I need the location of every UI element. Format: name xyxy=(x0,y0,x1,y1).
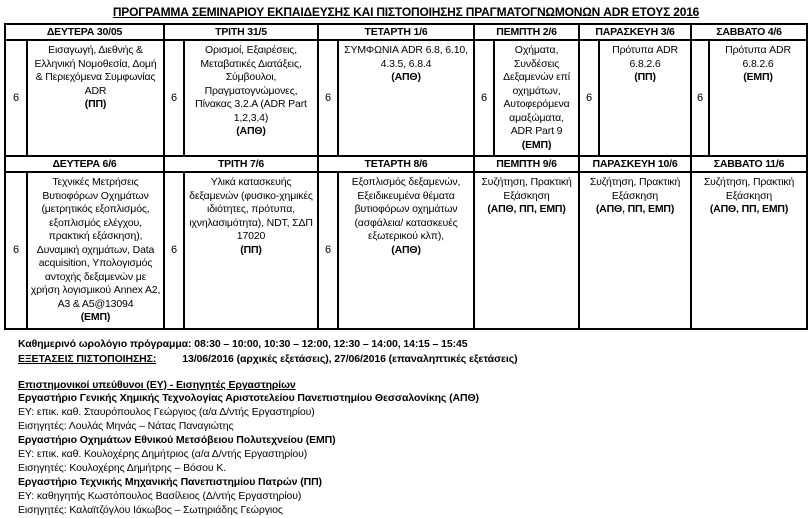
hours-cell: 6 xyxy=(164,40,184,156)
exams-dates: 13/06/2016 (αρχικές εξετάσεις), 27/06/2016 (επαναληπτικές εξετάσεις) xyxy=(182,352,518,365)
session-topics: Ορισμοί, Εξαιρέσεις, Μεταβατικές Διατάξεις, Σύμβουλοι, Πραγματογνώμονες, Πίνακας 3.2.Α (ADR Part 1,2,3,4) xyxy=(195,44,307,124)
seminar-program-table xyxy=(4,23,808,330)
session-topics: Συζήτηση, Πρακτική Εξάσκηση xyxy=(589,176,681,202)
session-lab-tag: (ΑΠΘ, ΠΠ, ΕΜΠ) xyxy=(709,203,789,215)
staff-section-heading: Επιστημονικοί υπεύθυνοι (ΕΥ) - Εισηγητές Εργαστηρίων xyxy=(18,378,296,391)
lab-name-pp: Εργαστήριο Τεχνικής Μηχανικής Πανεπιστημίου Πατρών (ΠΠ) xyxy=(18,475,322,488)
session-cell xyxy=(691,172,807,329)
day-header-thursday-9-6: ΠΕΜΠΤΗ 9/6 xyxy=(474,156,579,172)
page-title: ΠΡΟΓΡΑΜΜΑ ΣΕΜΙΝΑΡΙΟΥ ΕΚΠΑΙΔΕΥΣΗΣ ΚΑΙ ΠΙΣΤΟΠΟΙΗΣΗΣ ΠΡΑΓΜΑΤΟΓΝΩΜΟΝΩΝ ADR ΕΤΟΥΣ 2016 xyxy=(112,5,700,19)
day-header-thursday-2-6: ΠΕΜΠΤΗ 2/6 xyxy=(474,24,579,40)
session-lab-tag: (ΠΠ) xyxy=(84,98,107,110)
lab-supervisor-pp: ΕΥ: καθηγητής Κωστόπουλος Βασίλειος (Δ/ντής Εργαστηρίου) xyxy=(18,489,302,502)
hours-cell: 6 xyxy=(474,40,494,156)
day-header-friday-3-6: ΠΑΡΑΣΚΕΥΗ 3/6 xyxy=(579,24,691,40)
day-header-wednesday-1-6: ΤΕΤΑΡΤΗ 1/6 xyxy=(318,24,474,40)
session-topics: Τεχνικές Μετρήσεις Βυτιοφόρων Οχημάτων (μετρητικός εξοπλισμός, εξοπλισμός ελέγχου, πρακτική εξάσκηση), Δυναμική οχημάτων, Data acquisition, Υπολογισμός αντοχής δεξαμενών με χρήση λογισμικού Annex A2, A3 & A5@13094 xyxy=(30,176,161,310)
session-topics: Εισαγωγή, Διεθνής & Ελληνική Νομοθεσία, Δομή & Περιεχόμενα Συμφωνίας ADR xyxy=(34,44,157,97)
hours-cell: 6 xyxy=(579,40,599,156)
session-topics: Πρότυπα ADR 6.8.2.6 xyxy=(725,44,791,70)
session-lab-tag: (ΑΠΘ, ΠΠ, ΕΜΠ) xyxy=(487,203,566,215)
session-cell xyxy=(184,172,318,329)
session-cell xyxy=(27,40,164,156)
session-cell xyxy=(494,40,579,156)
hours-cell: 6 xyxy=(691,40,709,156)
day-header-tuesday-31-5: ΤΡΙΤΗ 31/5 xyxy=(164,24,318,40)
lab-instructors-emp: Εισηγητές: Κουλοχέρης Δημήτρης – Βόσου Κ. xyxy=(18,461,227,474)
week1-header-row xyxy=(5,24,807,40)
day-header-saturday-11-6: ΣΑΒΒΑΤΟ 11/6 xyxy=(691,156,807,172)
hours-cell: 6 xyxy=(164,172,184,329)
lab-name-emp: Εργαστήριο Οχημάτων Εθνικού Μετσόβειου Πολυτεχνείου (ΕΜΠ) xyxy=(18,434,336,447)
session-lab-tag: (ΑΠΘ) xyxy=(391,243,421,256)
lab-supervisor-apth: ΕΥ: επικ. καθ. Σταυρόπουλος Γεώργιος (α/α Δ/ντής Εργαστηρίου) xyxy=(18,406,315,419)
certification-exams-line xyxy=(18,352,812,366)
session-lab-tag: (ΑΠΘ, ΠΠ, ΕΜΠ) xyxy=(595,203,675,215)
hours-cell: 6 xyxy=(5,172,27,329)
week2-header-row xyxy=(5,156,807,172)
session-topics: Συζήτηση, Πρακτική Εξάσκηση xyxy=(481,176,572,202)
daily-schedule-line: Καθημερινό ωρολόγιο πρόγραμμα: 08:30 – 10:00, 10:30 – 12:00, 12:30 – 14:00, 14:15 – 15:45 xyxy=(18,337,468,350)
session-lab-tag: (ΠΠ) xyxy=(240,243,262,256)
hours-cell: 6 xyxy=(318,172,338,329)
session-topics: Εξοπλισμός δεξαμενών, Εξειδικευμένα θέματα βυτιοφόρων οχημάτων (ασφάλεια/ κατασκευές εξωτερικού κλπ), xyxy=(351,176,461,242)
hours-cell: 6 xyxy=(318,40,338,156)
day-header-monday-30-05: ΔΕΥΤΕΡΑ 30/05 xyxy=(5,24,164,40)
session-cell xyxy=(184,40,318,156)
lab-instructors-pp: Εισηγητές: Καλαϊτζόγλου Ιάκωβος – Σωτηριάδης Γεώργιος xyxy=(18,503,283,516)
session-topics: Υλικά κατασκευής δεξαμενών (φυσικο-χημικές ιδιότητες, πρότυπα, ιχνηλασιμότητα), NDT, ΣΔΠ 17020 xyxy=(189,176,313,242)
hours-cell: 6 xyxy=(5,40,27,156)
week1-content-row xyxy=(5,40,807,156)
staff-section xyxy=(18,379,812,518)
lab-name-apth: Εργαστήριο Γενικής Χημικής Τεχνολογίας Αριστοτελείου Πανεπιστημίου Θεσσαλονίκης (ΑΠΘ) xyxy=(18,392,479,405)
session-cell xyxy=(27,172,164,329)
session-lab-tag: (ΑΠΘ) xyxy=(236,125,266,137)
session-lab-tag: (ΕΜΠ) xyxy=(521,138,552,151)
day-header-saturday-4-6: ΣΑΒΒΑΤΟ 4/6 xyxy=(691,24,807,40)
session-topics: Οχήματα, Συνδέσεις Δεξαμενών επί οχημάτων, Αυτοφερόμενα αμαξώματα, ADR Part 9 xyxy=(503,44,570,137)
day-header-wednesday-8-6: ΤΕΤΑΡΤΗ 8/6 xyxy=(318,156,474,172)
week2-content-row xyxy=(5,172,807,329)
lab-supervisor-emp: ΕΥ: επικ. καθ. Κουλοχέρης Δημήτριος (α/α Δ/ντής Εργαστηρίου) xyxy=(18,448,308,461)
session-cell xyxy=(579,172,691,329)
exams-label: ΕΞΕΤΑΣΕΙΣ ΠΙΣΤΟΠΟΙΗΣΗΣ: xyxy=(18,352,157,365)
session-cell xyxy=(599,40,691,156)
session-topics: ΣΥΜΦΩΝΙΑ ADR 6.8, 6.10, 4.3.5, 6.8.4 xyxy=(344,44,468,70)
day-header-monday-6-6: ΔΕΥΤΕΡΑ 6/6 xyxy=(5,156,164,172)
day-header-tuesday-7-6: ΤΡΙΤΗ 7/6 xyxy=(164,156,318,172)
session-lab-tag: (ΕΜΠ) xyxy=(80,311,111,323)
session-lab-tag: (ΑΠΘ) xyxy=(391,71,421,83)
session-topics: Πρότυπα ADR 6.8.2.6 xyxy=(612,44,678,70)
day-header-friday-10-6: ΠΑΡΑΣΚΕΥΗ 10/6 xyxy=(579,156,691,172)
session-topics: Συζήτηση, Πρακτική Εξάσκηση xyxy=(703,176,795,202)
session-lab-tag: (ΕΜΠ) xyxy=(743,71,773,83)
session-cell xyxy=(338,172,474,329)
session-cell xyxy=(338,40,474,156)
session-lab-tag: (ΠΠ) xyxy=(634,71,656,83)
lab-instructors-apth: Εισηγητές: Λουλάς Μηνάς – Νάτας Παναγιώτης xyxy=(18,420,234,433)
session-cell xyxy=(709,40,807,156)
footer-text-block xyxy=(18,337,812,518)
session-cell xyxy=(474,172,579,329)
